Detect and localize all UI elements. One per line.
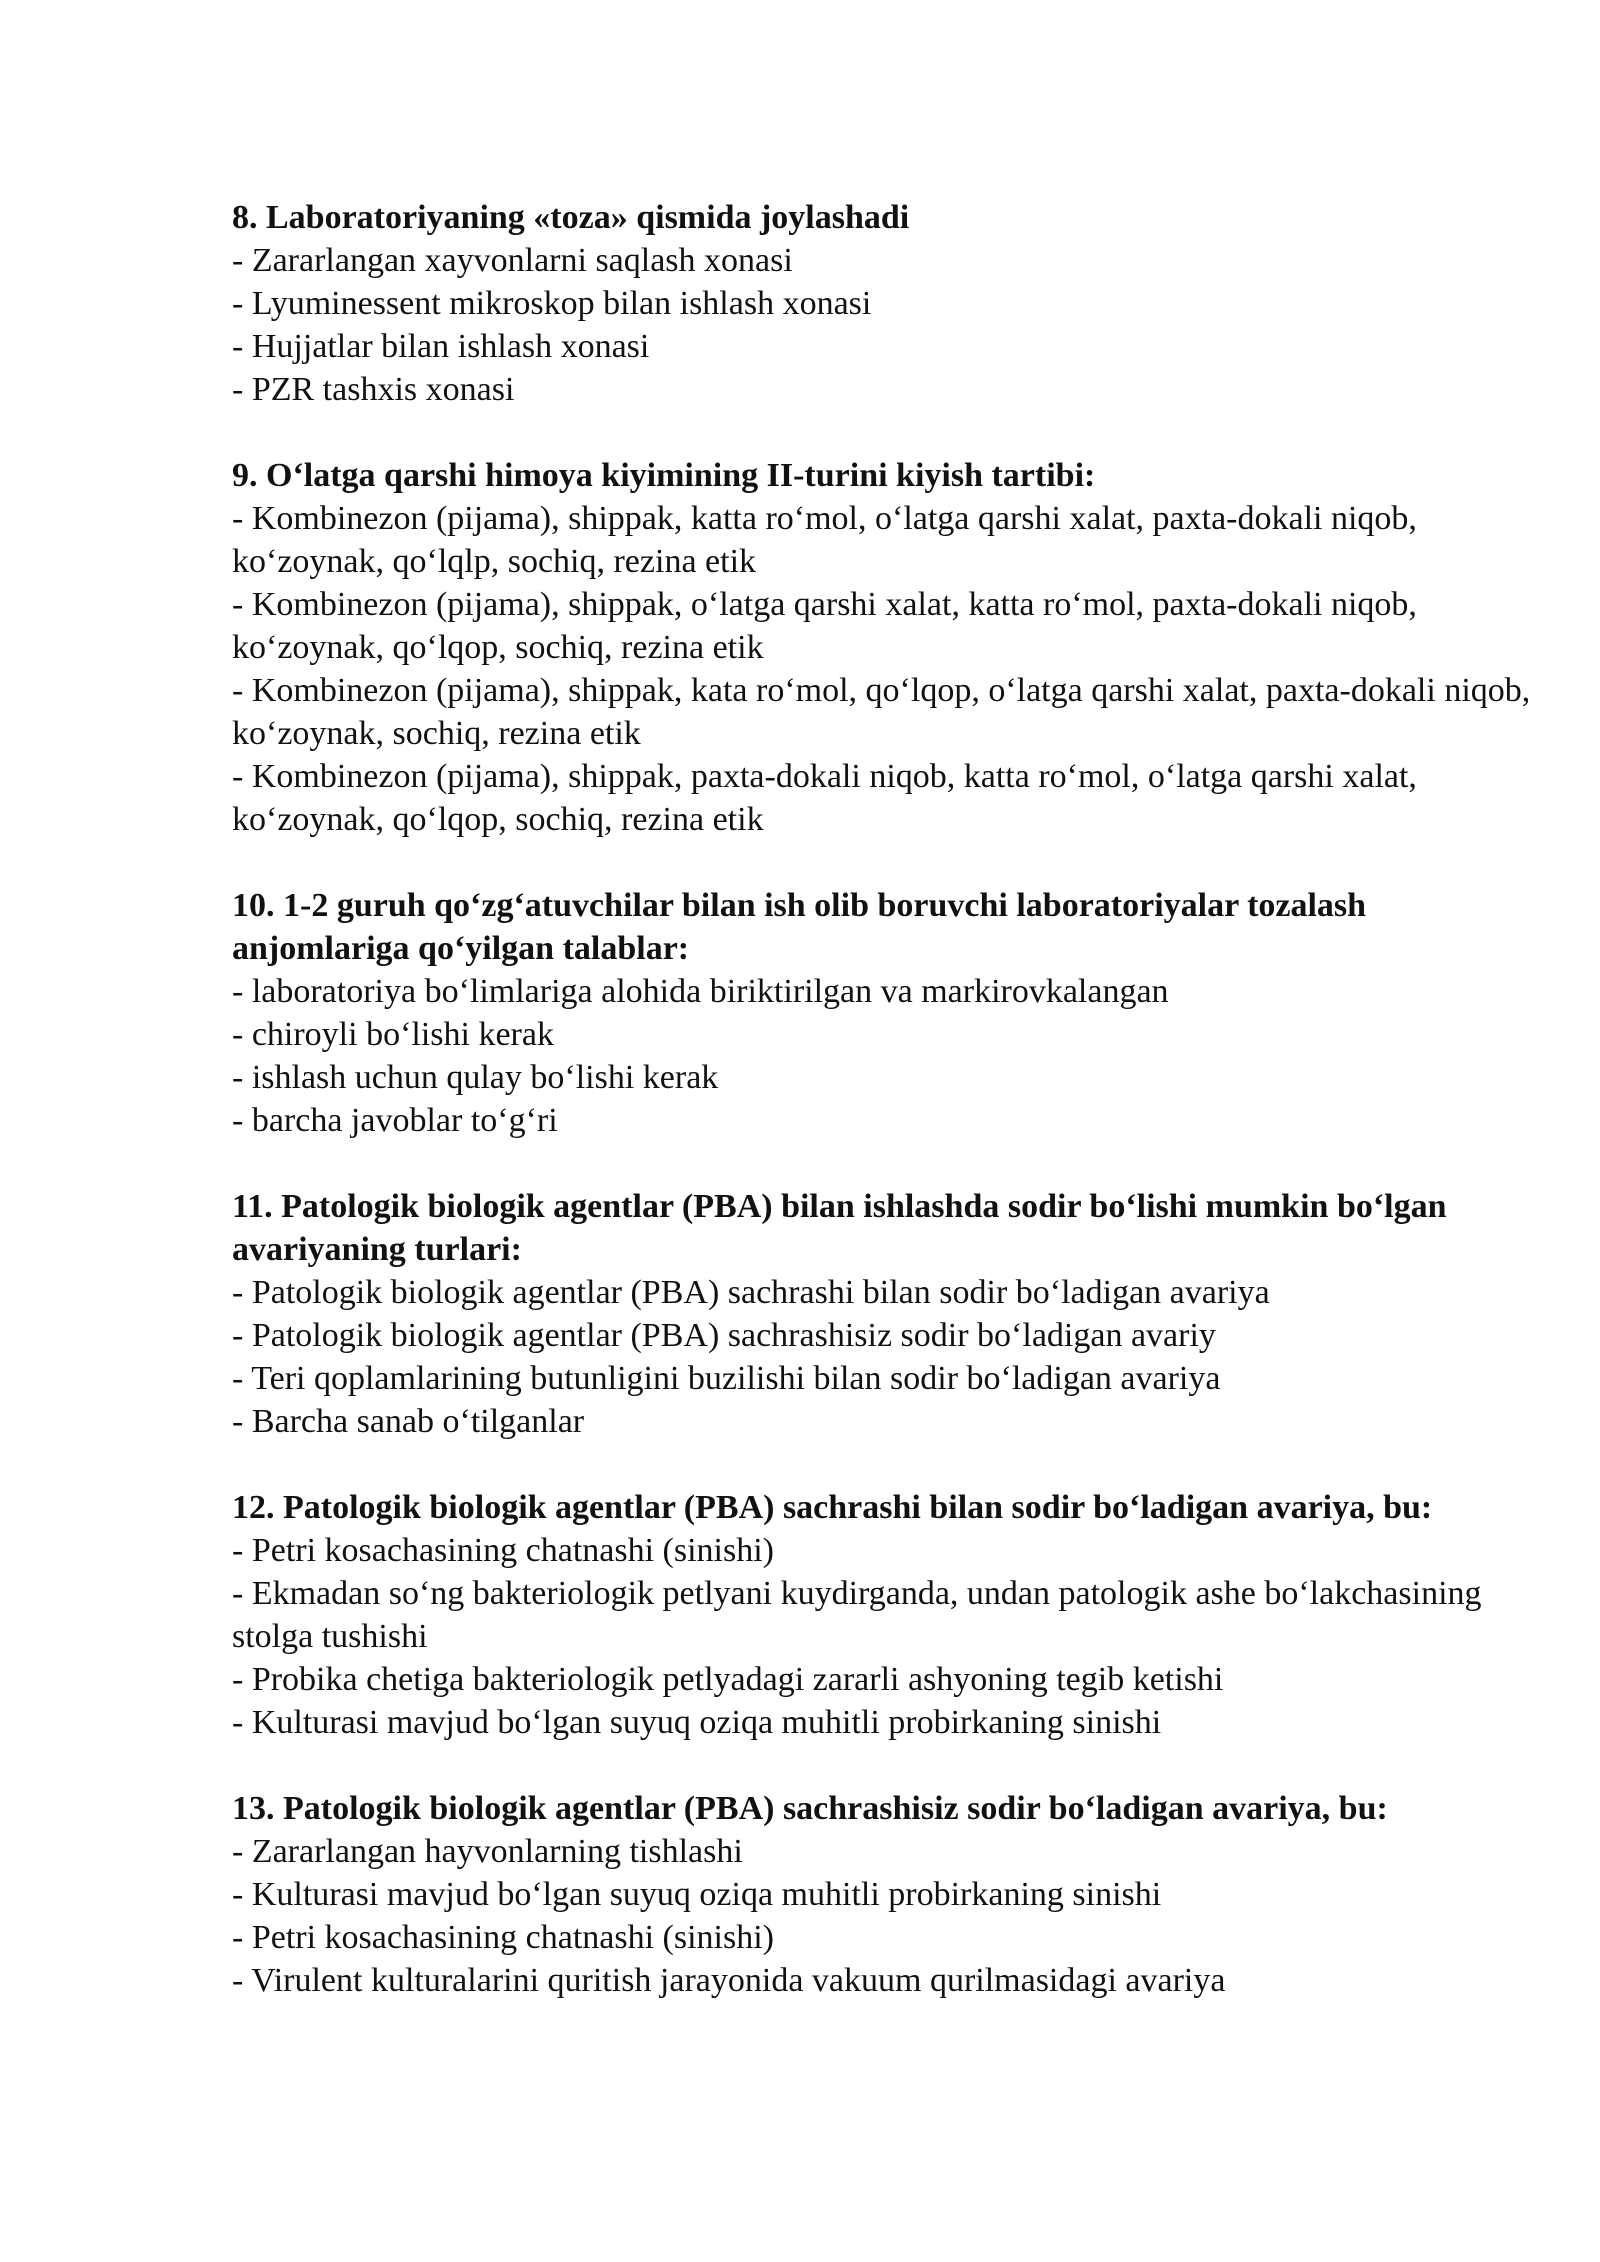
question-10 <box>232 884 1532 1142</box>
question-title: 11. Patologik biologik agentlar (PBA) bilan ishlashda sodir bo‘lishi mumkin bo‘lgan avariyaning turlari: <box>232 1188 1447 1268</box>
answer-options <box>232 239 1532 411</box>
answer-option: - Kombinezon (pijama), shippak, kata ro‘mol, qo‘lqop, o‘latga qarshi xalat, paxta-dokali niqob, ko‘zoynak, sochiq, rezina etik <box>232 672 1531 752</box>
document-page <box>232 196 1532 2045</box>
answer-option: - Petri kosachasining chatnashi (sinishi) <box>232 1532 775 1569</box>
answer-option: - PZR tashxis xonasi <box>232 371 515 408</box>
question-8 <box>232 196 1532 411</box>
answer-option: - Ekmadan so‘ng bakteriologik petlyani kuydirganda, undan patologik ashe bo‘lakchasining stolga tushishi <box>232 1575 1482 1655</box>
answer-option: - Virulent kulturalarini quritish jarayonida vakuum qurilmasidagi avariya <box>232 1962 1226 1999</box>
question-title: 10. 1-2 guruh qo‘zg‘atuvchilar bilan ish olib boruvchi laboratoriyalar tozalash anjomlariga qo‘yilgan talablar: <box>232 887 1367 967</box>
answer-option: - ishlash uchun qulay bo‘lishi kerak <box>232 1059 719 1096</box>
answer-option: - Teri qoplamlarining butunligini buzilishi bilan sodir bo‘ladigan avariya <box>232 1360 1221 1397</box>
answer-option: - Petri kosachasining chatnashi (sinishi) <box>232 1919 775 1956</box>
answer-option: - Kombinezon (pijama), shippak, paxta-dokali niqob, katta ro‘mol, o‘latga qarshi xalat, ko‘zoynak, qo‘lqop, sochiq, rezina etik <box>232 758 1417 838</box>
question-12 <box>232 1486 1532 1744</box>
answer-option: - Kulturasi mavjud bo‘lgan suyuq oziqa muhitli probirkaning sinishi <box>232 1876 1162 1913</box>
answer-options <box>232 1529 1532 1744</box>
answer-option: - laboratoriya bo‘limlariga alohida biriktirilgan va markirovkalangan <box>232 973 1169 1010</box>
answer-option: - Patologik biologik agentlar (PBA) sachrashi bilan sodir bo‘ladigan avariya <box>232 1274 1270 1311</box>
question-title: 12. Patologik biologik agentlar (PBA) sachrashi bilan sodir bo‘ladigan avariya, bu: <box>232 1489 1433 1526</box>
answer-option: - Barcha sanab o‘tilganlar <box>232 1403 585 1440</box>
question-title: 9. O‘latga qarshi himoya kiyimining II-turini kiyish tartibi: <box>232 457 1096 494</box>
question-title: 13. Patologik biologik agentlar (PBA) sachrashisiz sodir bo‘ladigan avariya, bu: <box>232 1790 1388 1827</box>
answer-options <box>232 1271 1532 1443</box>
answer-options <box>232 970 1532 1142</box>
answer-option: - Probika chetiga bakteriologik petlyadagi zararli ashyoning tegib ketishi <box>232 1661 1224 1698</box>
answer-option: - barcha javoblar to‘g‘ri <box>232 1102 558 1139</box>
answer-option: - Kombinezon (pijama), shippak, o‘latga qarshi xalat, katta ro‘mol, paxta-dokali niqob, ko‘zoynak, qo‘lqop, sochiq, rezina etik <box>232 586 1417 666</box>
answer-option: - Kulturasi mavjud bo‘lgan suyuq oziqa muhitli probirkaning sinishi <box>232 1704 1162 1741</box>
question-9 <box>232 454 1532 841</box>
answer-option: - Zararlangan hayvonlarning tishlashi <box>232 1833 743 1870</box>
answer-options <box>232 1830 1532 2002</box>
answer-option: - Kombinezon (pijama), shippak, katta ro‘mol, o‘latga qarshi xalat, paxta-dokali niqob, ko‘zoynak, qo‘lqlp, sochiq, rezina etik <box>232 500 1417 580</box>
question-11 <box>232 1185 1532 1443</box>
answer-option: - chiroyli bo‘lishi kerak <box>232 1016 554 1053</box>
answer-options <box>232 497 1532 841</box>
answer-option: - Lyuminessent mikroskop bilan ishlash xonasi <box>232 285 872 322</box>
answer-option: - Patologik biologik agentlar (PBA) sachrashisiz sodir bo‘ladigan avariy <box>232 1317 1216 1354</box>
question-title: 8. Laboratoriyaning «toza» qismida joylashadi <box>232 199 910 236</box>
answer-option: - Zararlangan xayvonlarni saqlash xonasi <box>232 242 793 279</box>
question-13 <box>232 1787 1532 2002</box>
answer-option: - Hujjatlar bilan ishlash xonasi <box>232 328 650 365</box>
